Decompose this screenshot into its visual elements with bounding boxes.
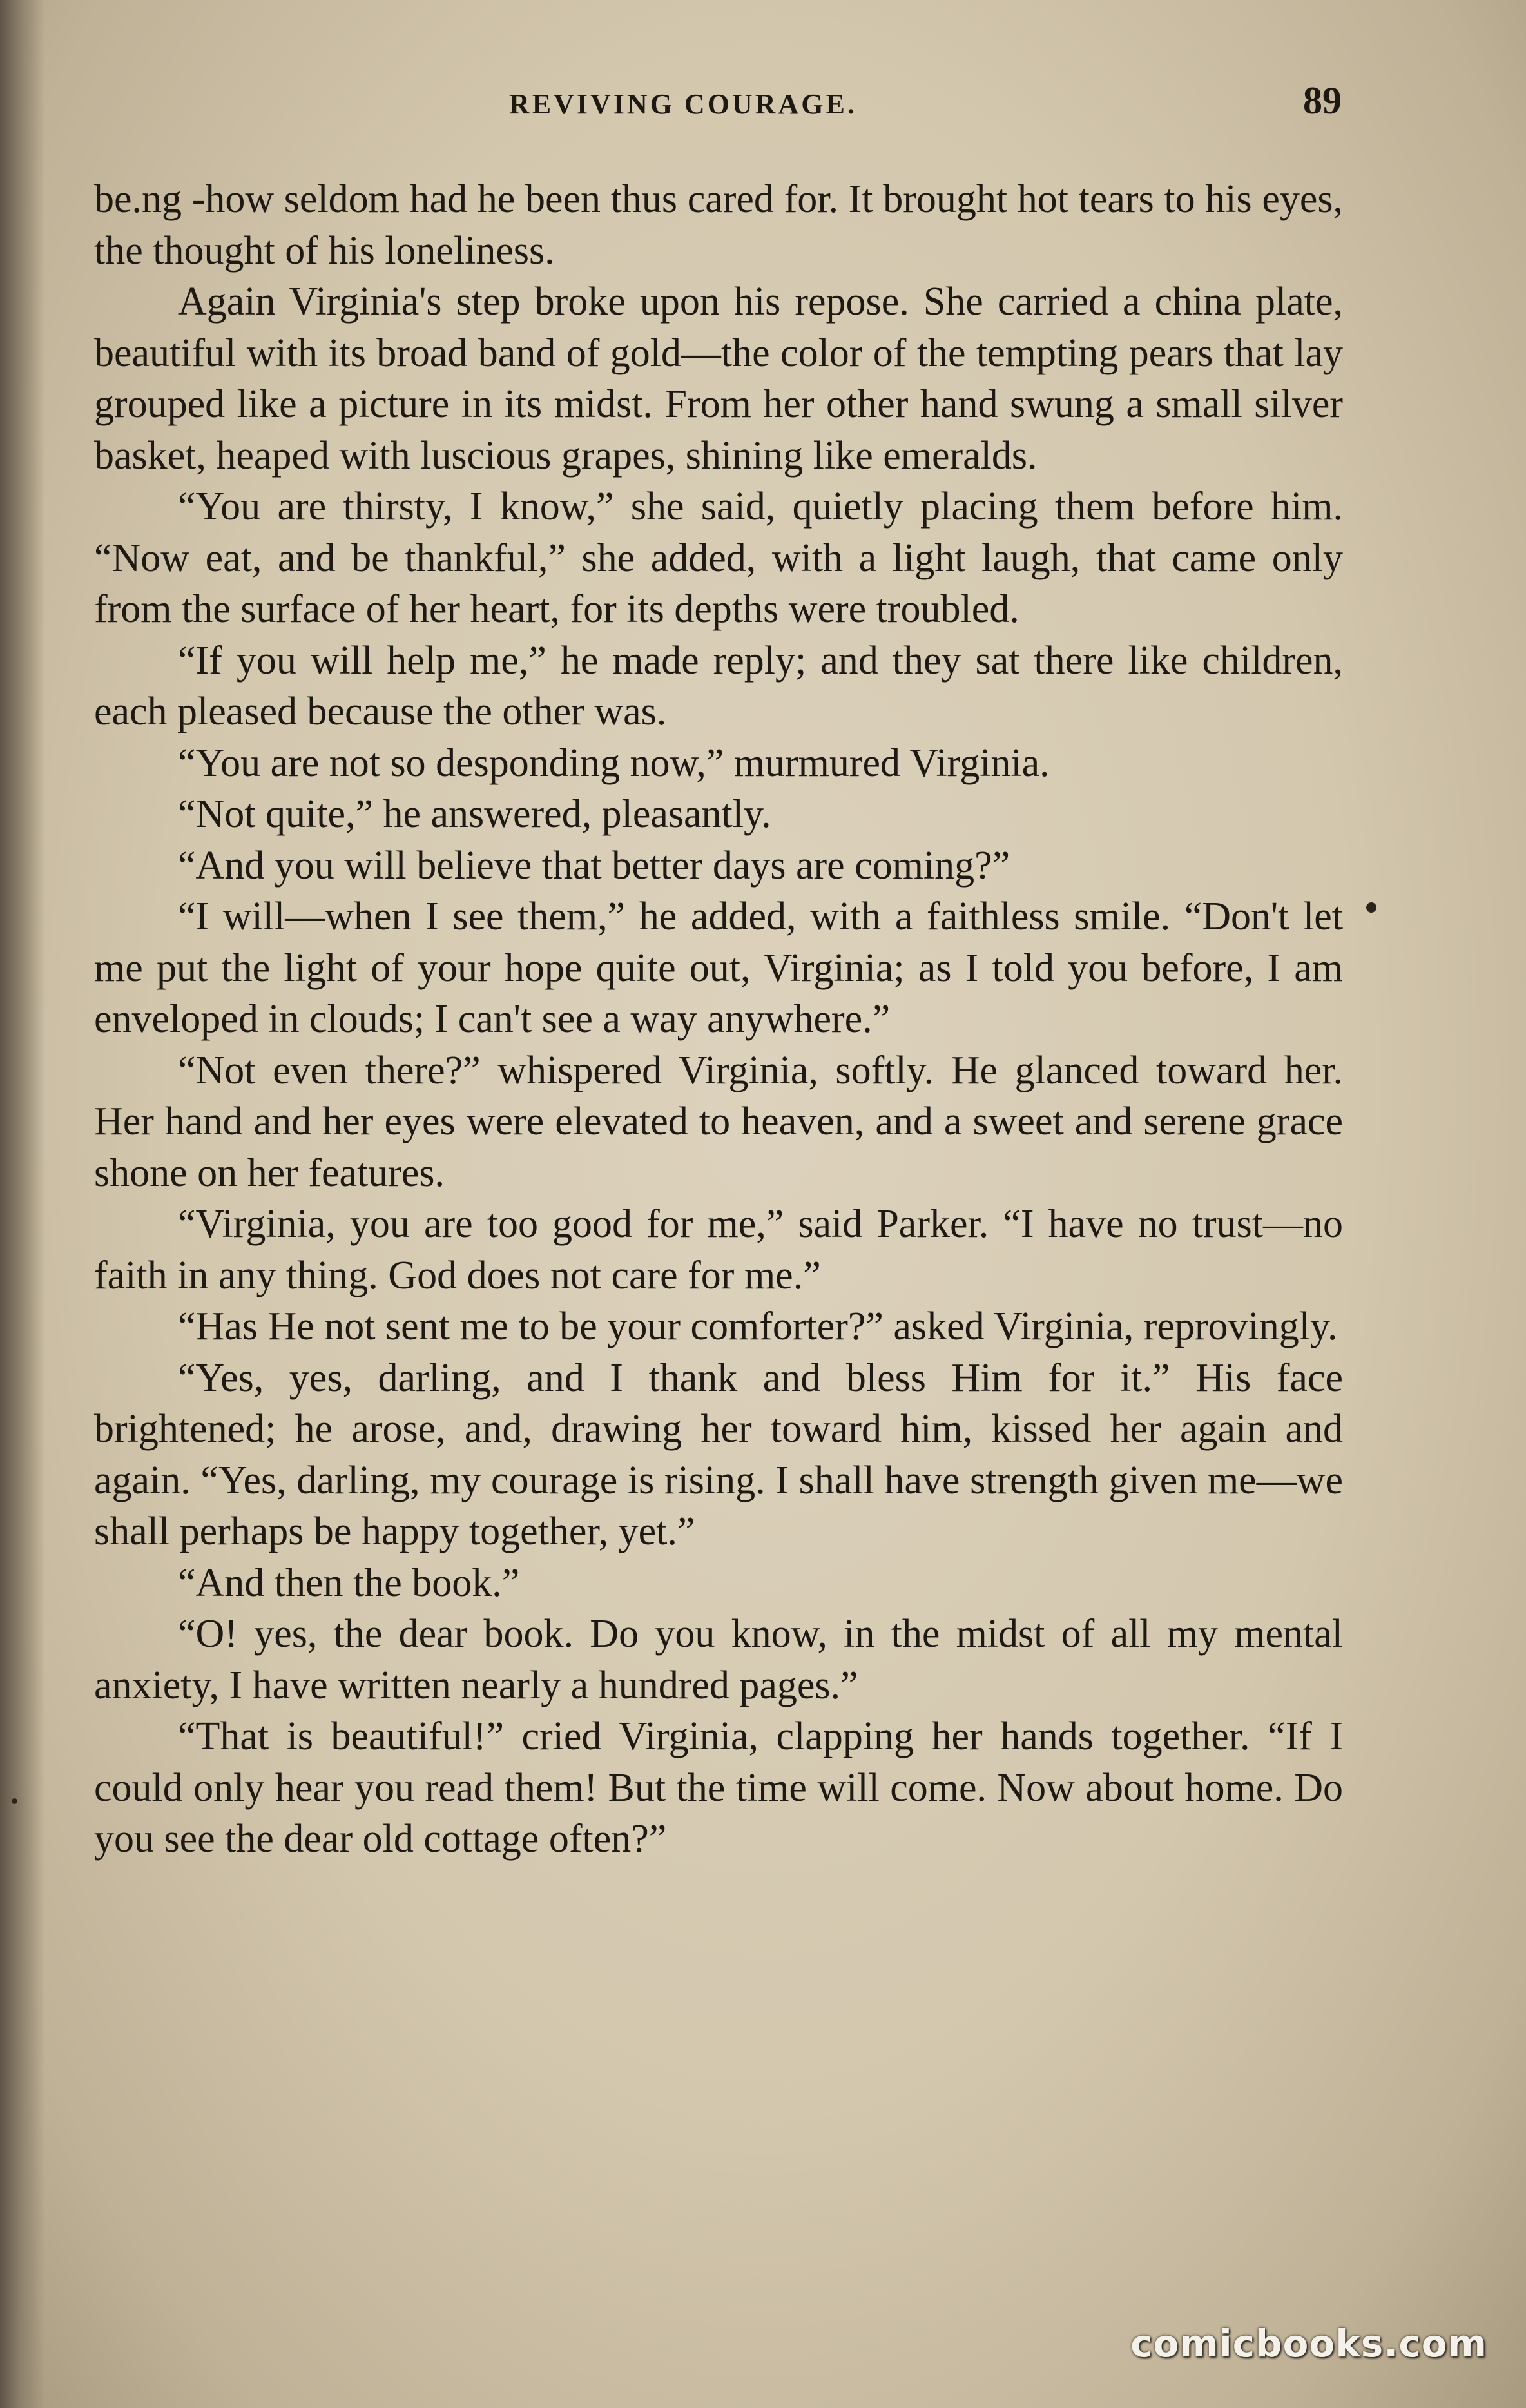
page-header xyxy=(0,76,1526,134)
paragraph: “Has He not sent me to be your comforter?” asked Virginia, reprovingly. xyxy=(178,1305,1338,1348)
page-left-edge-shadow xyxy=(0,0,45,2408)
ink-speck xyxy=(1366,902,1376,913)
paragraph: “O! yes, the dear book. Do you know, in the midst of all my mental anxiety, I have written nearly a hundred pages.” xyxy=(94,1612,1343,1707)
paragraph: be.ng -how seldom had he been thus cared for. It brought hot tears to his eyes, the thought of his loneliness. xyxy=(94,177,1343,273)
body-text xyxy=(94,174,1343,1865)
paragraph: “Virginia, you are too good for me,” said Parker. “I have no trust—no faith in any thing. God does not care for me.” xyxy=(94,1202,1343,1297)
running-head: REVIVING COURAGE. xyxy=(509,88,857,120)
paragraph: Again Virginia's step broke upon his repose. She carried a china plate, beautiful with its broad band of gold—the color of the tempting pears that lay grouped like a picture in its midst. From her other hand swung a small silver basket, heaped with luscious grapes, shining like emeralds. xyxy=(94,280,1343,478)
paragraph: “If you will help me,” he made reply; and they sat there like children, each pleased because the other was. xyxy=(94,638,1343,733)
paragraph: “Yes, yes, darling, and I thank and bless Him for it.” His face brightened; he arose, and, drawing her toward him, kissed her again and again. “Yes, darling, my courage is rising. I shall have strength given me—we shall perhaps be happy together, yet.” xyxy=(94,1355,1343,1553)
paragraph: “Not even there?” whispered Virginia, softly. He glanced toward her. Her hand and her eyes were elevated to heaven, and a sweet and serene grace shone on her features. xyxy=(94,1048,1343,1195)
paragraph: “And you will believe that better days are coming?” xyxy=(178,843,1010,888)
watermark: comicbooks.com xyxy=(1130,2322,1487,2365)
paragraph: “That is beautiful!” cried Virginia, clapping her hands together. “If I could only hear you read them! But the time will come. Now about home. Do you see the dear old cottage often?” xyxy=(94,1714,1343,1861)
paragraph: “I will—when I see them,” he added, with a faithless smile. “Don't let me put the light of your hope quite out, Virginia; as I told you before, I am enveloped in clouds; I can't see a way anywhere.” xyxy=(94,895,1343,1041)
ink-speck xyxy=(12,1798,17,1804)
paragraph: “And then the book.” xyxy=(178,1560,520,1605)
page-number: 89 xyxy=(1303,79,1342,122)
paragraph: “You are not so desponding now,” murmured Virginia. xyxy=(178,741,1050,785)
paragraph: “You are thirsty, I know,” she said, quietly placing them before him. “Now eat, and be thankful,” she added, with a light laugh, that came only from the surface of her heart, for its depths were troubled. xyxy=(94,485,1343,631)
paragraph: “Not quite,” he answered, pleasantly. xyxy=(178,792,771,836)
